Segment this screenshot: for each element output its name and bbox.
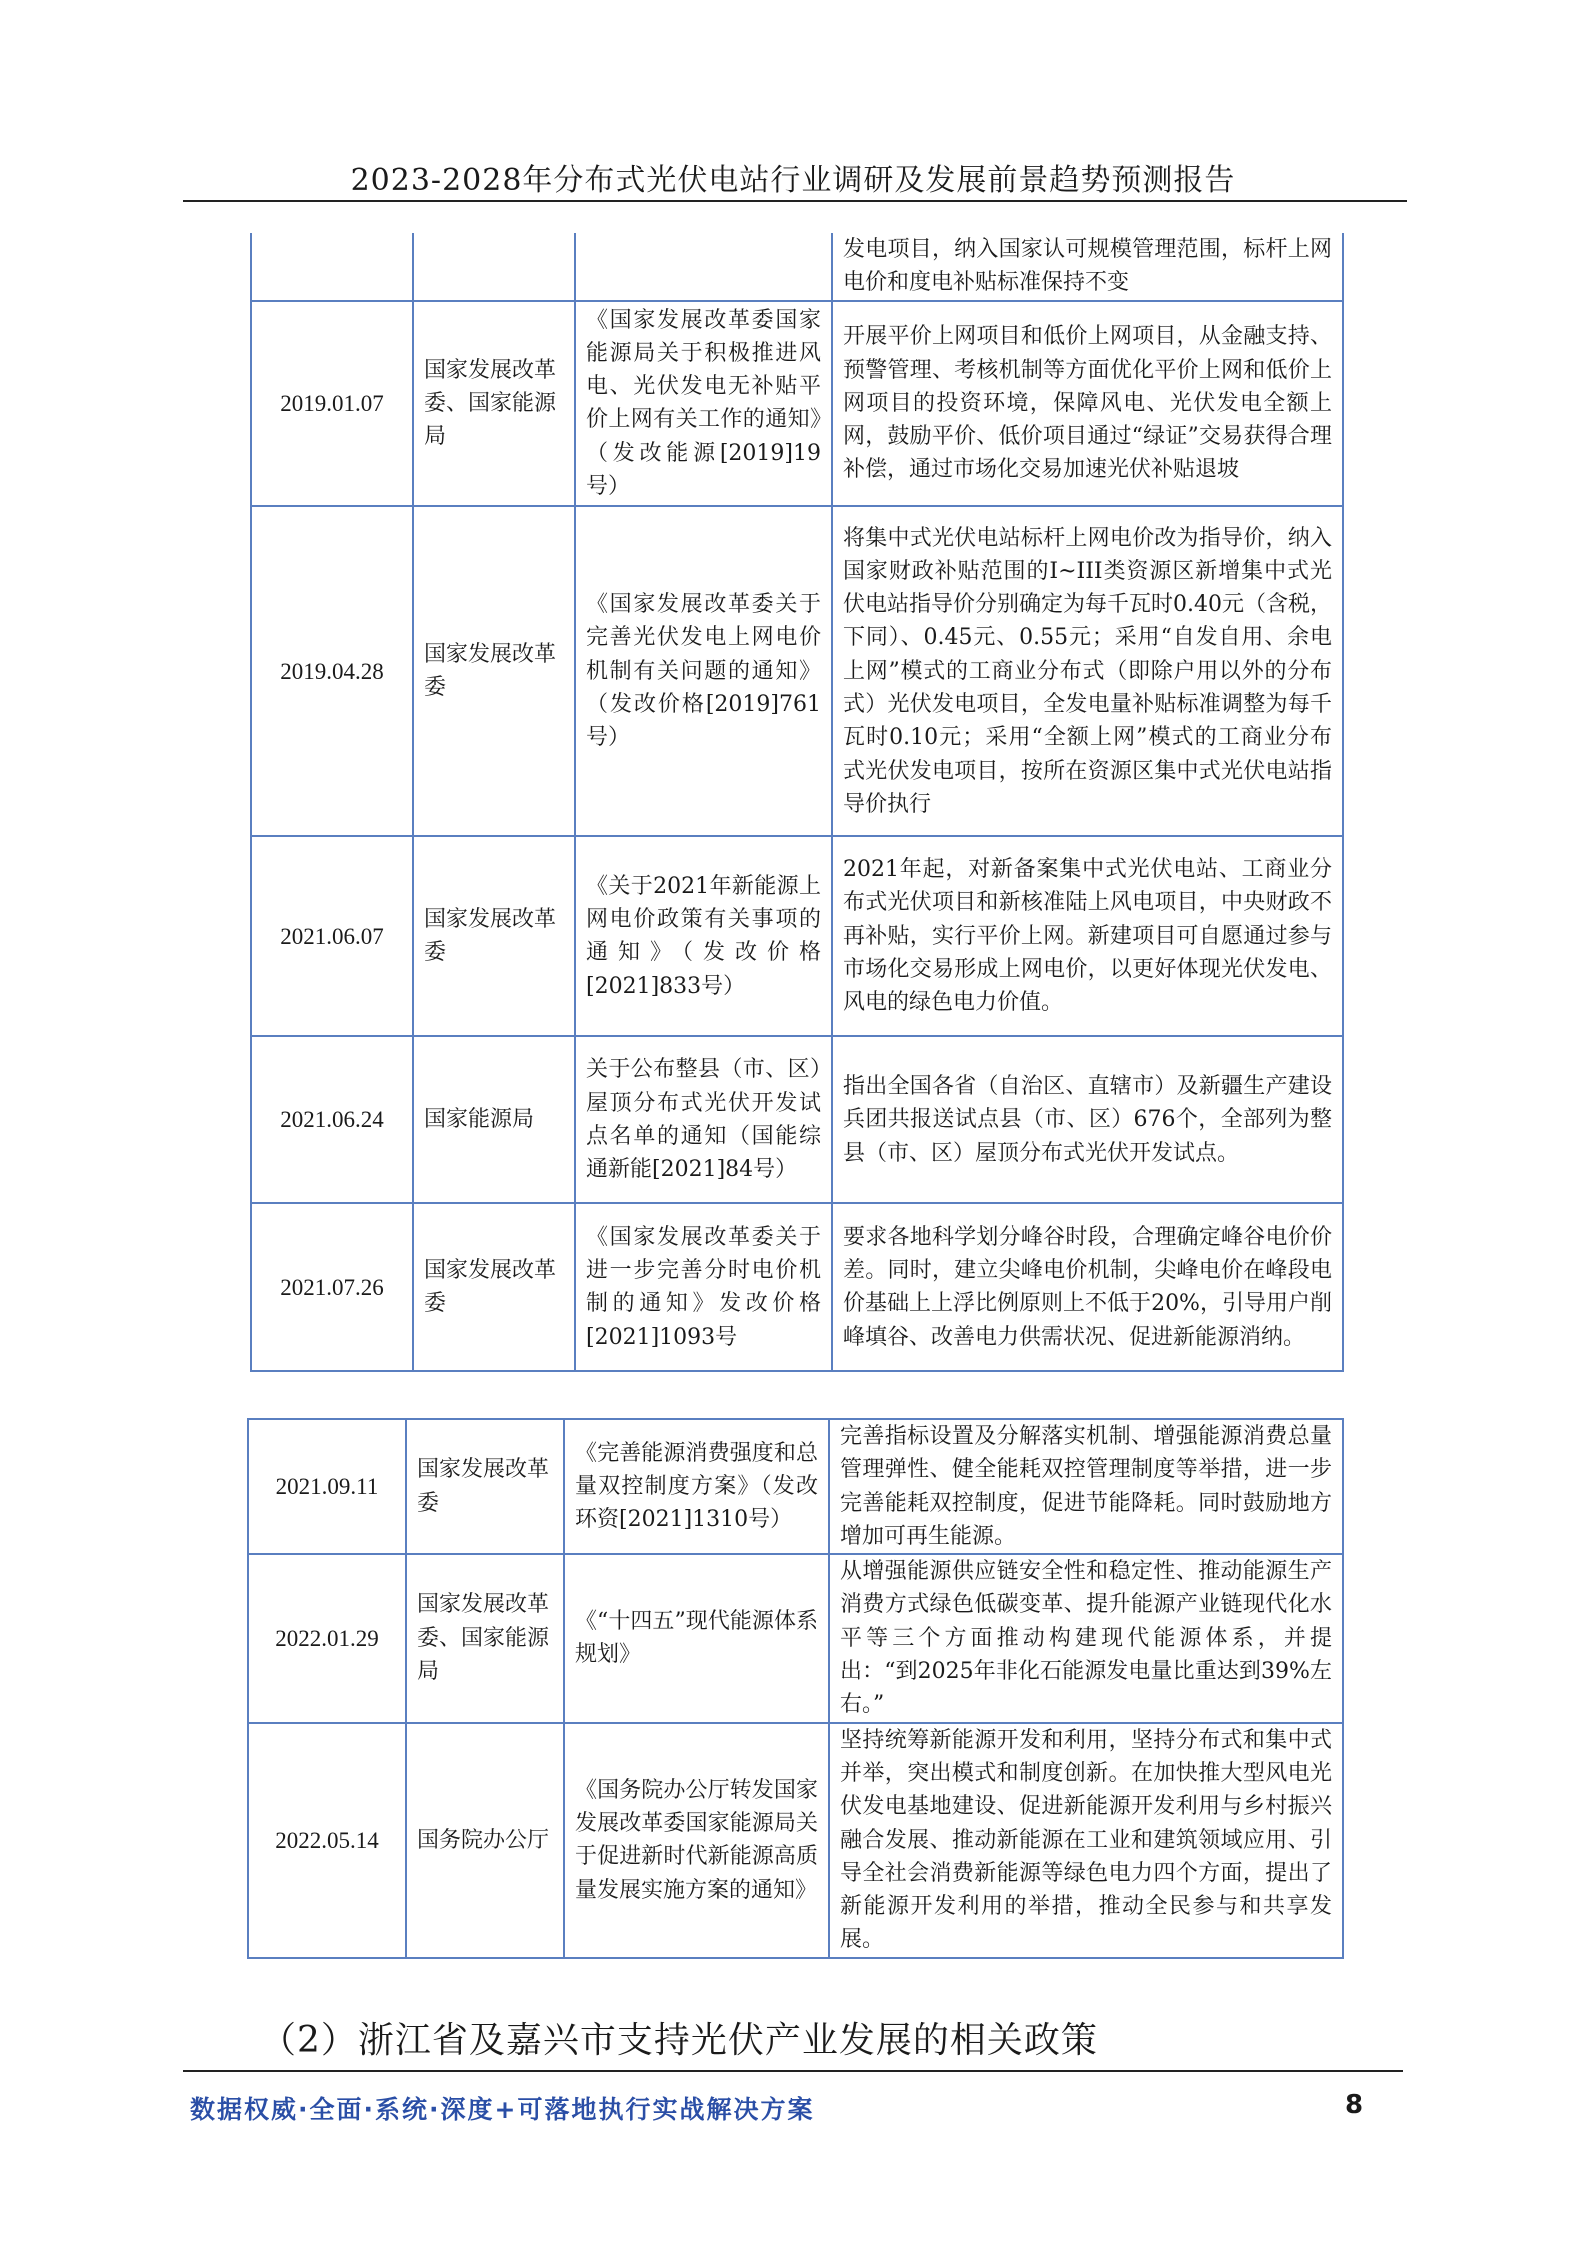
date-cell: 2021.07.26 xyxy=(251,1203,413,1371)
summary-cell: 要求各地科学划分峰谷时段，合理确定峰谷电价价差。同时，建立尖峰电价机制，尖峰电价在峰段电价基础上上浮比例原则上不低于20%，引导用户削峰填谷、改善电力供需状况、促进新能源消纳。 xyxy=(832,1203,1343,1371)
document-cell: 《关于2021年新能源上网电价政策有关事项的通知》（发改价格[2021]833号） xyxy=(575,836,832,1036)
table-row xyxy=(248,1723,1343,1958)
document-cell: 关于公布整县（市、区）屋顶分布式光伏开发试点名单的通知（国能综通新能[2021]84号） xyxy=(575,1036,832,1203)
policy-table-continued xyxy=(250,233,1344,1372)
document-cell: 《完善能源消费强度和总量双控制度方案》（发改环资[2021]1310号） xyxy=(564,1419,829,1554)
agency-cell: 国家发展改革委 xyxy=(413,506,575,836)
table-row xyxy=(251,233,1343,301)
table-row xyxy=(248,1419,1343,1554)
page-header-title: 2023-2028年分布式光伏电站行业调研及发展前景趋势预测报告 xyxy=(350,163,1236,198)
document-cell: 《国家发展改革委关于进一步完善分时电价机制的通知》发改价格[2021]1093号 xyxy=(575,1203,832,1371)
table-row xyxy=(251,301,1343,507)
date-cell: 2019.04.28 xyxy=(251,506,413,836)
document-cell: 《国务院办公厅转发国家发展改革委国家能源局关于促进新时代新能源高质量发展实施方案的通知》 xyxy=(564,1723,829,1958)
agency-cell: 国家发展改革委 xyxy=(406,1419,564,1554)
date-cell xyxy=(251,233,413,301)
date-cell: 2022.05.14 xyxy=(248,1723,406,1958)
page-number: 8 xyxy=(1345,2090,1364,2120)
agency-cell xyxy=(413,233,575,301)
agency-cell: 国家发展改革委 xyxy=(413,1203,575,1371)
document-cell xyxy=(575,233,832,301)
summary-cell: 坚持统筹新能源开发和利用，坚持分布式和集中式并举，突出模式和制度创新。在加快推大型风电光伏发电基地建设、促进新能源开发利用与乡村振兴融合发展、推动新能源在工业和建筑领域应用、引导全社会消费新能源等绿色电力四个方面，提出了新能源开发利用的举措，推动全民参与和共享发展。 xyxy=(829,1723,1343,1958)
table-row xyxy=(251,1203,1343,1371)
summary-cell: 指出全国各省（自治区、直辖市）及新疆生产建设兵团共报送试点县（市、区）676个，全部列为整县（市、区）屋顶分布式光伏开发试点。 xyxy=(832,1036,1343,1203)
document-cell: 《国家发展改革委关于完善光伏发电上网电价机制有关问题的通知》（发改价格[2019]761号） xyxy=(575,506,832,836)
agency-cell: 国家发展改革委、国家能源局 xyxy=(413,301,575,507)
policy-table-part-two xyxy=(247,1418,1344,1959)
date-cell: 2021.09.11 xyxy=(248,1419,406,1554)
date-cell: 2021.06.07 xyxy=(251,836,413,1036)
agency-cell: 国家能源局 xyxy=(413,1036,575,1203)
summary-cell: 完善指标设置及分解落实机制、增强能源消费总量管理弹性、健全能耗双控管理制度等举措，进一步完善能耗双控制度，促进节能降耗。同时鼓励地方增加可再生能源。 xyxy=(829,1419,1343,1554)
summary-cell: 从增强能源供应链安全性和稳定性、推动能源生产消费方式绿色低碳变革、提升能源产业链现代化水平等三个方面推动构建现代能源体系，并提出：“到2025年非化石能源发电量比重达到39%左右。” xyxy=(829,1554,1343,1722)
table-row xyxy=(251,506,1343,836)
table-row xyxy=(248,1554,1343,1722)
agency-cell: 国务院办公厅 xyxy=(406,1723,564,1958)
document-cell: 《“十四五”现代能源体系规划》 xyxy=(564,1554,829,1722)
footer-divider xyxy=(183,2070,1403,2072)
summary-cell: 发电项目，纳入国家认可规模管理范围，标杆上网电价和度电补贴标准保持不变 xyxy=(832,233,1343,301)
summary-cell: 开展平价上网项目和低价上网项目，从金融支持、预警管理、考核机制等方面优化平价上网和低价上网项目的投资环境，保障风电、光伏发电全额上网，鼓励平价、低价项目通过“绿证”交易获得合理补偿，通过市场化交易加速光伏补贴退坡 xyxy=(832,301,1343,507)
section-heading: （2）浙江省及嘉兴市支持光伏产业发展的相关政策 xyxy=(260,2020,1098,2061)
footer-slogan: 数据权威·全面·系统·深度+可落地执行实战解决方案 xyxy=(190,2095,815,2124)
summary-cell: 2021年起，对新备案集中式光伏电站、工商业分布式光伏项目和新核准陆上风电项目，中央财政不再补贴，实行平价上网。新建项目可自愿通过参与市场化交易形成上网电价，以更好体现光伏发电、风电的绿色电力价值。 xyxy=(832,836,1343,1036)
date-cell: 2022.01.29 xyxy=(248,1554,406,1722)
table-row xyxy=(251,1036,1343,1203)
document-cell: 《国家发展改革委国家能源局关于积极推进风电、光伏发电无补贴平价上网有关工作的通知》（发改能源[2019]19号） xyxy=(575,301,832,507)
agency-cell: 国家发展改革委 xyxy=(413,836,575,1036)
date-cell: 2019.01.07 xyxy=(251,301,413,507)
table-row xyxy=(251,836,1343,1036)
header-divider xyxy=(183,200,1407,202)
summary-cell: 将集中式光伏电站标杆上网电价改为指导价，纳入国家财政补贴范围的I~III类资源区新增集中式光伏电站指导价分别确定为每千瓦时0.40元（含税，下同）、0.45元、0.55元；采用“自发自用、余电上网”模式的工商业分布式（即除户用以外的分布式）光伏发电项目，全发电量补贴标准调整为每千瓦时0.10元；采用“全额上网”模式的工商业分布式光伏发电项目，按所在资源区集中式光伏电站指导价执行 xyxy=(832,506,1343,836)
date-cell: 2021.06.24 xyxy=(251,1036,413,1203)
agency-cell: 国家发展改革委、国家能源局 xyxy=(406,1554,564,1722)
